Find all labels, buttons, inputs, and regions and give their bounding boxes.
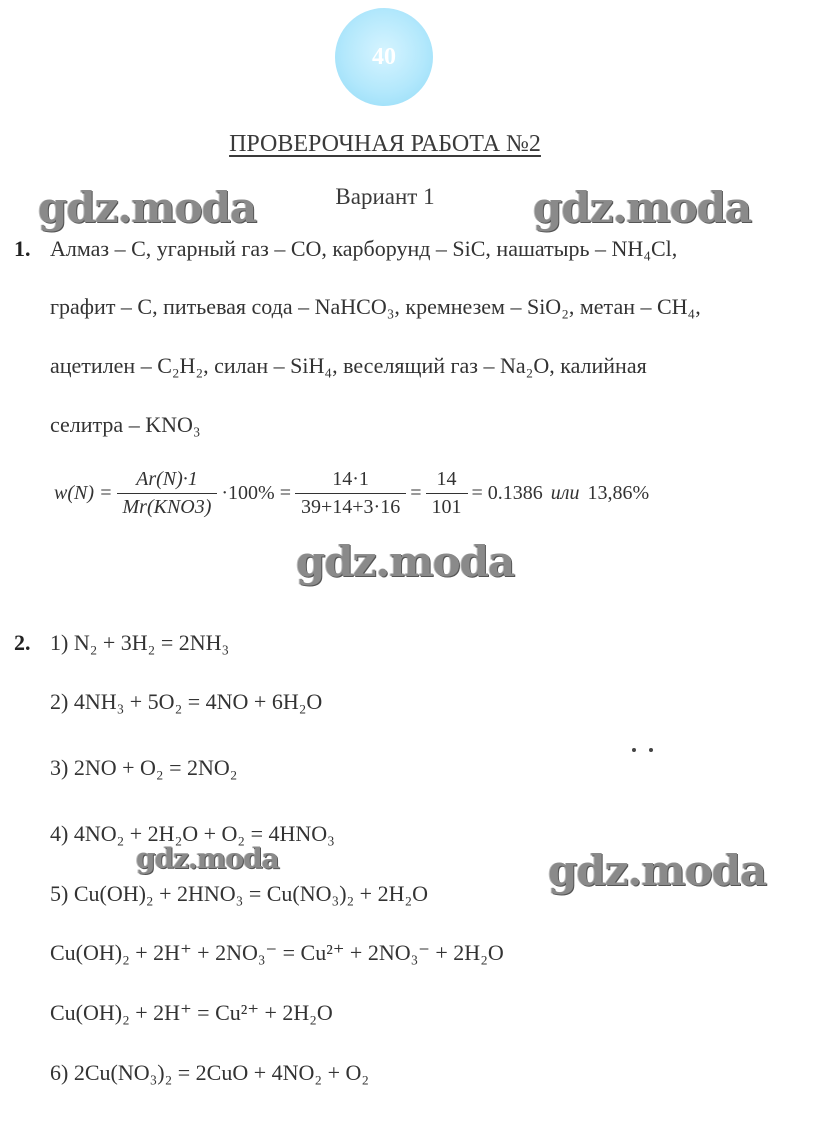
ionic-equation-line: Cu(OH)₂ + 2H⁺ = Cu²⁺ + 2H₂O [50, 1000, 333, 1025]
task1-line: Алмаз – C, угарный газ – CO, карборунд – SiC, нашатырь – NH₄Cl, [50, 236, 678, 261]
fraction [426, 468, 468, 519]
watermark: gdz.moda [38, 183, 257, 232]
task-number: 1. [14, 236, 31, 261]
fraction-denominator: 39+14+3·16 [295, 493, 406, 519]
task1-line: графит – C, питьевая сода – NaHCO₃, кремнезем – SiO₂, метан – CH₄, [50, 294, 701, 319]
page-number: 40 [372, 43, 396, 70]
fraction [295, 468, 406, 519]
mass-fraction-formula [54, 468, 649, 519]
stray-mark [649, 748, 653, 752]
variant-label: Вариант 1 [335, 184, 435, 209]
reaction-line: 2) 4NH₃ + 5O₂ = 4NO + 6H₂O [50, 689, 323, 714]
formula-percent: 13,86% [587, 482, 650, 504]
formula-multiplier: ·100% = [221, 482, 291, 504]
task1-line: селитра – KNO₃ [50, 412, 201, 437]
fraction-denominator: 101 [426, 493, 468, 519]
formula-lhs: w(N) = [54, 482, 113, 504]
reaction-line: 1) N₂ + 3H₂ = 2NH₃ [50, 630, 230, 655]
watermark: gdz.moda [533, 183, 752, 232]
fraction-denominator: Mr(KNO3) [117, 493, 218, 519]
page-number-badge [335, 8, 433, 106]
fraction-numerator: 14 [436, 468, 457, 490]
formula-or: или [550, 482, 580, 504]
formula-equals: = [410, 482, 422, 504]
fraction [117, 468, 218, 519]
ionic-equation-line: Cu(OH)₂ + 2H⁺ + 2NO₃⁻ = Cu²⁺ + 2NO₃⁻ + 2H₂O [50, 940, 504, 965]
formula-result: = 0.1386 [471, 482, 543, 504]
fraction-numerator: 14·1 [332, 468, 369, 490]
task1-line: ацетилен – C₂H₂, силан – SiH₄, веселящий газ – Na₂O, калийная [50, 353, 647, 378]
fraction-numerator: Ar(N)·1 [136, 468, 198, 490]
reaction-line: 3) 2NO + O₂ = 2NO₂ [50, 755, 238, 780]
worksheet-title: ПРОВЕРОЧНАЯ РАБОТА №2 [229, 131, 541, 157]
task-number: 2. [14, 630, 31, 655]
watermark: gdz.moda [136, 842, 279, 875]
watermark: gdz.moda [296, 537, 515, 586]
reaction-line: 6) 2Cu(NO₃)₂ = 2CuO + 4NO₂ + O₂ [50, 1060, 370, 1085]
watermark: gdz.moda [548, 846, 767, 895]
stray-mark [632, 748, 636, 752]
reaction-line: 4) 4NO₂ + 2H₂O + O₂ = 4HNO₃ [50, 821, 335, 846]
reaction-line: 5) Cu(OH)₂ + 2HNO₃ = Cu(NO₃)₂ + 2H₂O [50, 881, 429, 906]
